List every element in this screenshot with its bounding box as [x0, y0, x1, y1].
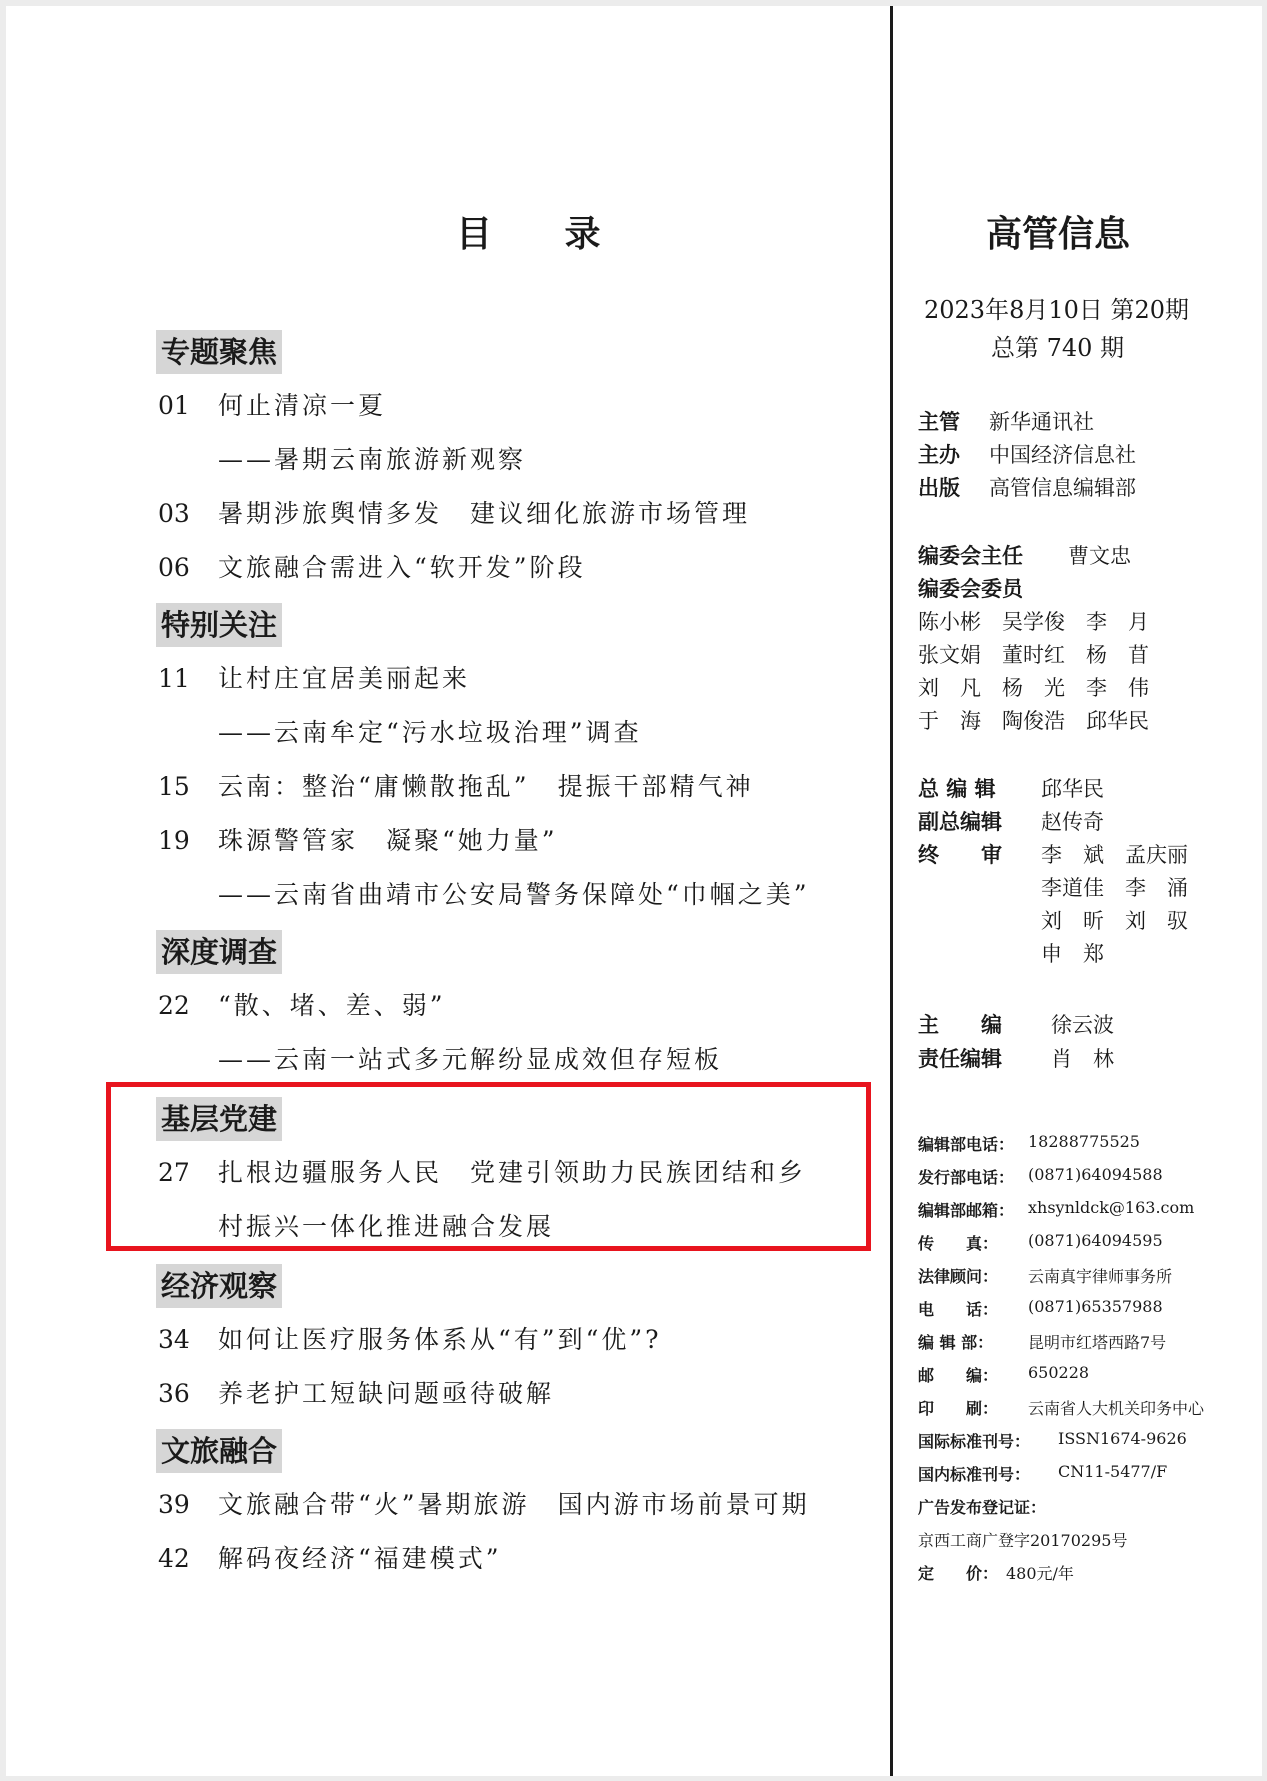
entry-title: 文旅融合带“火”暑期旅游 国内游市场前景可期	[218, 1490, 810, 1519]
entry-page-number: 22	[158, 991, 190, 1020]
final-review-row: 刘 昕 刘 驭	[1041, 909, 1188, 933]
entry-page-number: 03	[158, 499, 190, 528]
contact-value: 云南真宇律师事务所	[1028, 1267, 1173, 1286]
editor-label: 副总编辑	[918, 810, 1002, 834]
section-title: 深度调查	[156, 930, 282, 974]
contact-label: 邮 编：	[918, 1366, 999, 1385]
contact-value: CN11-5477/F	[1058, 1462, 1168, 1481]
contact-value: (0871)64094588	[1028, 1165, 1163, 1184]
entry-subtitle: ——云南一站式多元解纷显成效但存短板	[218, 1045, 723, 1074]
entry-title: 文旅融合需进入“软开发”阶段	[218, 553, 586, 582]
contact-value: (0871)64094595	[1028, 1231, 1163, 1250]
entry-title: 扎根边疆服务人民 党建引领助力民族团结和乡	[218, 1158, 807, 1187]
entry-title: 珠源警管家 凝聚“她力量”	[218, 826, 558, 855]
contact-label: 法律顾问：	[918, 1267, 999, 1286]
contact-label: 编辑部邮箱：	[918, 1201, 1015, 1220]
publisher-value: 高管信息编辑部	[989, 476, 1136, 500]
chief-label: 主 编	[918, 1013, 1002, 1037]
entry-subtitle: ——云南省曲靖市公安局警务保障处“巾帼之美”	[218, 880, 810, 909]
entry-page-number: 01	[158, 391, 190, 420]
publisher-value: 中国经济信息社	[989, 443, 1136, 467]
publisher-label: 出版	[918, 476, 960, 500]
price-label: 定 价：	[918, 1564, 999, 1583]
contact-label: 印 刷：	[918, 1399, 999, 1418]
section-title: 专题聚焦	[156, 330, 282, 374]
entry-page-number: 39	[158, 1490, 190, 1519]
section-title: 经济观察	[156, 1264, 282, 1308]
entry-title: 何止清凉一夏	[218, 391, 387, 420]
section-title: 文旅融合	[156, 1429, 282, 1473]
contact-value: (0871)65357988	[1028, 1297, 1163, 1316]
ad-registration-value: 京西工商广登字20170295号	[918, 1531, 1128, 1550]
contact-label: 国际标准刊号：	[918, 1432, 1031, 1451]
issue-date: 2023年8月10日 第20期	[924, 296, 1190, 324]
entry-page-number: 36	[158, 1379, 190, 1408]
chief-label: 责任编辑	[918, 1047, 1002, 1071]
editor-value: 李 斌 孟庆丽	[1041, 843, 1188, 867]
entry-subtitle: 村振兴一体化推进融合发展	[218, 1212, 555, 1241]
entry-page-number: 06	[158, 553, 190, 582]
contact-value: 云南省人大机关印务中心	[1028, 1399, 1205, 1418]
contact-label: 国内标准刊号：	[918, 1465, 1031, 1484]
contact-value: ISSN1674-9626	[1058, 1429, 1187, 1448]
chief-value: 肖 林	[1051, 1047, 1114, 1071]
entry-page-number: 42	[158, 1544, 190, 1573]
editor-label: 终 审	[918, 843, 1002, 867]
column-divider	[890, 6, 893, 1776]
total-issue: 总第 740 期	[991, 334, 1125, 362]
contact-label: 编辑部电话：	[918, 1135, 1015, 1154]
publisher-label: 主办	[918, 443, 960, 467]
committee-members-label: 编委会委员	[918, 577, 1023, 601]
chief-value: 徐云波	[1051, 1013, 1114, 1037]
publisher-value: 新华通讯社	[989, 410, 1094, 434]
entry-page-number: 15	[158, 772, 190, 801]
section-title: 基层党建	[156, 1097, 282, 1141]
entry-page-number: 27	[158, 1158, 190, 1187]
contact-label: 发行部电话：	[918, 1168, 1015, 1187]
magazine-title: 高管信息	[986, 214, 1131, 255]
editor-value: 赵传奇	[1041, 810, 1104, 834]
contact-label: 电 话：	[918, 1300, 999, 1319]
entry-subtitle: ——暑期云南旅游新观察	[218, 445, 527, 474]
entry-title: 如何让医疗服务体系从“有”到“优”?	[218, 1325, 662, 1354]
committee-director: 曹文忠	[1068, 544, 1131, 568]
highlight-annotation-box	[106, 1082, 871, 1251]
committee-member-row: 陈小彬 吴学俊 李 月	[918, 610, 1149, 634]
entry-page-number: 34	[158, 1325, 190, 1354]
committee-member-row: 刘 凡 杨 光 李 伟	[918, 676, 1149, 700]
committee-director-label: 编委会主任	[918, 544, 1023, 568]
ad-registration-label: 广告发布登记证：	[918, 1498, 1047, 1517]
editor-value: 邱华民	[1041, 777, 1104, 801]
contact-value: 18288775525	[1028, 1132, 1140, 1151]
entry-title: 解码夜经济“福建模式”	[218, 1544, 502, 1573]
committee-member-row: 张文娟 董时红 杨 苜	[918, 643, 1149, 667]
entry-page-number: 19	[158, 826, 190, 855]
entry-title: 养老护工短缺问题亟待破解	[218, 1379, 555, 1408]
contact-value: 昆明市红塔西路7号	[1028, 1333, 1167, 1352]
contact-label: 传 真：	[918, 1234, 999, 1253]
final-review-row: 申 郑	[1041, 942, 1104, 966]
committee-member-row: 于 海 陶俊浩 邱华民	[918, 709, 1149, 733]
entry-title: 暑期涉旅舆情多发 建议细化旅游市场管理	[218, 499, 751, 528]
price-value: 480元/年	[1006, 1564, 1074, 1583]
final-review-row: 李道佳 李 涌	[1041, 876, 1188, 900]
magazine-page	[6, 6, 1262, 1776]
contact-value: xhsynldck@163.com	[1028, 1198, 1195, 1217]
section-title: 特别关注	[156, 603, 282, 647]
publisher-label: 主管	[918, 410, 960, 434]
entry-title: “散、堵、差、弱”	[218, 991, 446, 1020]
entry-subtitle: ——云南牟定“污水垃圾治理”调查	[218, 718, 642, 747]
toc-title: 目 录	[456, 214, 631, 255]
editor-label: 总 编 辑	[918, 777, 996, 801]
contact-label: 编 辑 部：	[918, 1333, 994, 1352]
entry-title: 云南：整治“庸懒散拖乱” 提振干部精气神	[218, 772, 754, 801]
entry-page-number: 11	[158, 664, 190, 693]
contact-value: 650228	[1028, 1363, 1090, 1382]
entry-title: 让村庄宜居美丽起来	[218, 664, 471, 693]
